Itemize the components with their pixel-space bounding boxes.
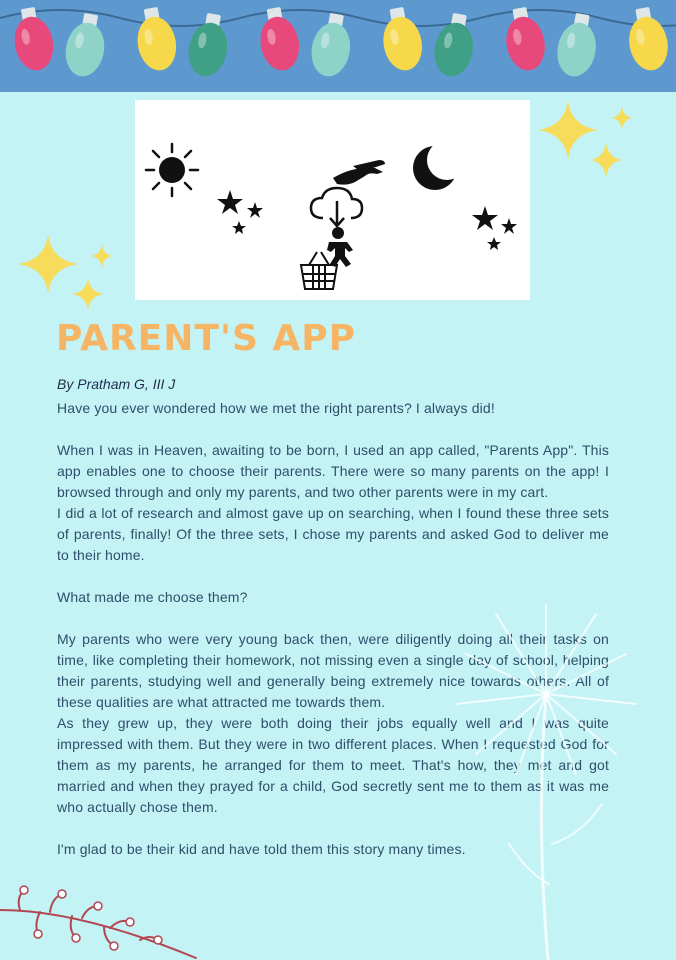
- sun-icon: [146, 144, 198, 196]
- cloud-download-icon: [311, 188, 362, 226]
- light-bulb-icon: [553, 11, 601, 80]
- light-bulb-icon: [255, 5, 303, 74]
- light-bulb-icon: [307, 11, 355, 80]
- paragraph: What made me choose them?: [57, 589, 248, 605]
- paragraph: My parents who were very young back then, were diligently doing all their tasks on time, like completing their homework, not missing even a single day of school, helping their parents, studying well and generally being extremely nice towards others. All of these qualities are what attracted me towards them.: [57, 631, 609, 710]
- baby-icon: [327, 227, 353, 267]
- shopping-basket-icon: [301, 252, 337, 289]
- firework-icon: [436, 594, 656, 960]
- light-bulb-icon: [624, 5, 672, 74]
- paragraph: I did a lot of research and almost gave up on searching, when I found these three sets of parents, finally! Of the three sets, I chose my parents and asked God to deliver me to their home.: [57, 505, 609, 563]
- light-bulb-icon: [132, 5, 180, 74]
- header-illustration: [135, 100, 530, 300]
- paragraph: I'm glad to be their kid and have told them this story many times.: [57, 841, 466, 857]
- sparkle-icon: [16, 232, 126, 322]
- string-lights-icon: [0, 0, 676, 92]
- paragraph: When I was in Heaven, awaiting to be born, I used an app called, "Parents App". This app enables one to choose their parents. There were so many parents on the app! I browsed through and only my parents, and two other parents were in my cart.: [57, 442, 609, 500]
- hand-icon: [333, 160, 385, 185]
- article-byline: By Pratham G, III J: [57, 376, 176, 392]
- illustration-canvas: [135, 100, 530, 300]
- article-title: PARENT'S APP: [56, 318, 357, 359]
- stars-icon: [472, 206, 517, 250]
- string-lights-banner: [0, 0, 676, 92]
- paragraph: As they grew up, they were both doing their jobs equally well and I was quite impressed with them. But they were in two different places. When I requested God for them as my parents, he arranged for them to meet. That's how, they met and got married and when they prayed for a child, God secretly sent me to them as it was me who actually chose them.: [57, 715, 609, 815]
- paragraph-spacer: [57, 566, 609, 587]
- light-bulb-icon: [378, 5, 426, 74]
- light-bulb-icon: [62, 11, 110, 80]
- light-bulb-icon: [501, 5, 549, 74]
- sparkle-icon: [536, 98, 646, 188]
- paragraph: Have you ever wondered how we met the right parents? I always did!: [57, 400, 495, 416]
- paragraph-spacer: [57, 419, 609, 440]
- stars-icon: [217, 190, 263, 234]
- moon-icon: [413, 140, 467, 190]
- branch-icon: [0, 880, 200, 960]
